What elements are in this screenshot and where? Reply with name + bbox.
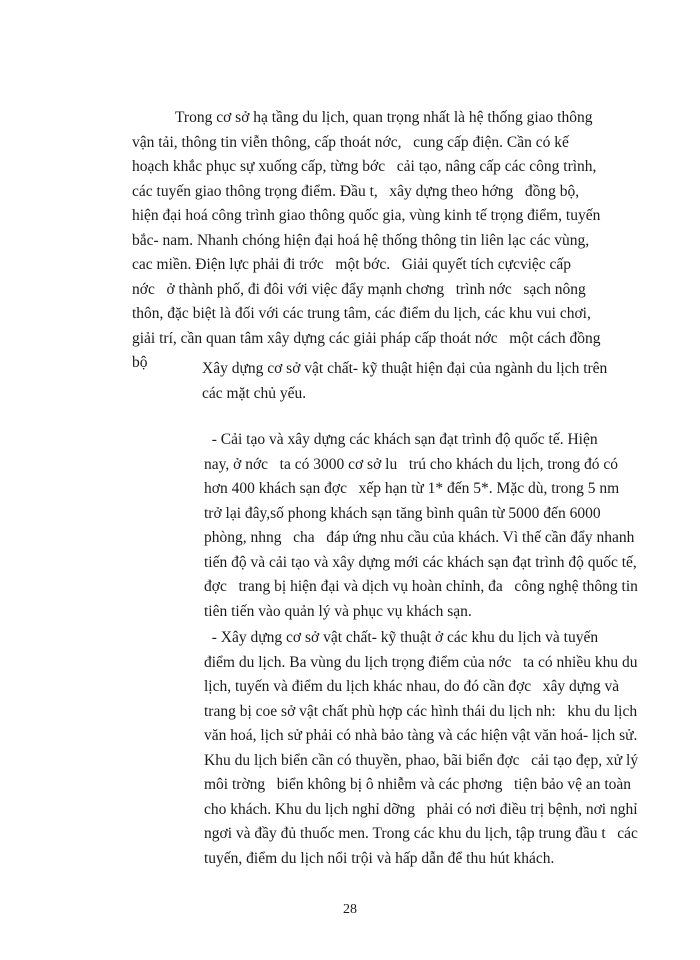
text-line: điểm du lịch. Ba vùng du lịch trọng điểm của nớc ta có nhiều khu du [204, 653, 638, 671]
text-line: tiên tiến vào quản lý và phục vụ khách sạn. [204, 602, 472, 620]
text-line: bộ [132, 354, 148, 371]
text-line: bắc- nam. Nhanh chóng hiện đại hoá hệ thống thông tin liên lạc các vùng, [132, 231, 590, 249]
text-line: Khu du lịch biển cần có thuyền, phao, bãi biển đợc cải tạo đẹp, xử lý [204, 751, 639, 769]
text-line: Xây dựng cơ sở vật chất- kỹ thuật hiện đại của ngành du lịch trên [202, 360, 608, 377]
text-line: cho khách. Khu du lịch nghỉ dỡng phải có nơi điều trị bệnh, nơi nghỉ [204, 800, 638, 818]
text-line: tuyến, điểm du lịch nổi trội và hấp dẫn để thu hút khách. [204, 849, 555, 867]
text-line: đợc trang bị hiện đại và dịch vụ hoàn chỉnh, đa công nghệ thông tin [204, 578, 638, 595]
text-line: - Cải tạo và xây dựng các khách sạn đạt trình độ quốc tế. Hiện [204, 431, 598, 448]
text-line: nay, ở nớc ta có 3000 cơ sở lu trú cho khách du lịch, trong đó có [204, 455, 619, 473]
text-line: văn hoá, lịch sử phải có nhà bảo tàng và các hiện vật văn hoá- lịch sử. [204, 727, 638, 744]
text-line: tiến độ và cải tạo và xây dựng mới các khách sạn đạt trình độ quốc tế, [204, 553, 637, 571]
text-line: Trong cơ sở hạ tầng du lịch, quan trọng nhất là hệ thống giao thông [175, 109, 593, 126]
text-line: cac miền. Điện lực phải đi trớc một bớc. Giải quyết tích cựcviệc cấp [132, 256, 572, 273]
text-line: nớc ở thành phố, đi đôi với việc đẩy mạnh chơng trình nớc sạch nông [132, 280, 586, 298]
text-line: vận tải, thông tin viễn thông, cấp thoát nớc, cung cấp điện. Cần có kế [132, 133, 569, 151]
page-number: 28 [343, 902, 357, 917]
paragraph-hotels [204, 428, 638, 624]
text-line: lịch, tuyến và điểm du lịch khác nhau, do đó cần đợc xây dựng và [204, 678, 620, 695]
text-line: thôn, đặc biệt là đối với các trung tâm, các điểm du lịch, các khu vui chơi, [132, 305, 591, 322]
text-line: - Xây dựng cơ sở vật chất- kỹ thuật ở các khu du lịch và tuyến [204, 629, 599, 646]
paragraph-tourist-areas [204, 626, 638, 871]
text-line: hiện đại hoá công trình giao thông quốc gia, vùng kinh tế trọng điểm, tuyến [132, 207, 601, 224]
text-line: phòng, nhng cha đáp ứng nhu cầu của khách. Vì thế cần đẩy nhanh [204, 529, 635, 546]
text-line: các mặt chủ yếu. [202, 384, 307, 402]
text-line: trang bị coe sở vật chất phù hợp các hình thái du lịch nh: khu du lịch [204, 702, 638, 720]
paragraph-heading [202, 357, 607, 406]
paragraph-infrastructure [132, 106, 601, 376]
text-line: trở lại đây,số phong khách sạn tăng bình quân từ 5000 đến 6000 [204, 504, 601, 522]
text-line: hoạch khắc phục sự xuống cấp, từng bớc cải tạo, nâng cấp các công trình, [132, 158, 597, 175]
text-line: giải trí, cần quan tâm xây dựng các giải pháp cấp thoát nớc một cách đồng [132, 329, 601, 347]
text-line: hơn 400 khách sạn đợc xếp hạn từ 1* đến 5*. Mặc dù, trong 5 nm [204, 480, 620, 497]
text-line: các tuyến giao thông trọng điểm. Đầu t, xây dựng theo hớng đồng bộ, [132, 182, 580, 200]
text-line: ngơi và đầy đủ thuốc men. Trong các khu du lịch, tập trung đầu t các [204, 825, 638, 842]
text-line: môi trờng biển không bị ô nhiễm và các phơng tiện bảo vệ an toàn [204, 776, 632, 793]
